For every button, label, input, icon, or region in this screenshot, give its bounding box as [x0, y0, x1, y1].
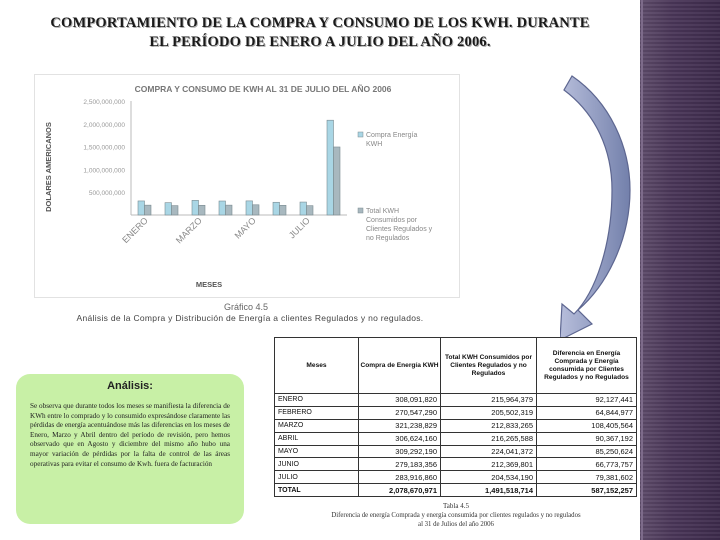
table-row	[275, 471, 637, 484]
table-total-row	[275, 484, 637, 497]
x-tick-label: ENERO	[120, 215, 150, 246]
bar-chart	[35, 75, 459, 297]
cell-diferencia: 85,250,624	[537, 445, 637, 458]
cell-diferencia: 64,844,977	[537, 406, 637, 419]
bar-compra-enero	[138, 201, 145, 215]
bar-compra-marzo	[192, 200, 199, 215]
cell-compra: 279,183,356	[359, 458, 441, 471]
bar-consumo-abril	[226, 205, 233, 215]
bar-consumo-mayo	[253, 205, 260, 215]
analysis-title: Análisis:	[107, 380, 153, 392]
legend-label-compra: Compra Energía KWH	[366, 132, 418, 148]
table-row	[275, 445, 637, 458]
analysis-text: Se observa que durante todos los meses se manifiesta la diferencia de KWh entre lo comprado y lo consumido expresándose claramente las pérdidas de energía acentuándose más las diferencias en los meses de Enero, Marzo y Abril dentro del período de revisión, pero hemos observado que en Agosto y diciembre del mismo año hubo una mayor variación de pérdidas por la falta de control de las áreas operativas para evitar el consumo de Kwh. fuera de facturación	[30, 402, 230, 468]
legend-swatch-compra	[358, 132, 363, 137]
energy-difference-table	[274, 337, 637, 497]
slide-title	[20, 14, 620, 52]
x-tick-label: MAYO	[232, 215, 258, 241]
legend-swatch-consumo	[358, 208, 363, 213]
table-row	[275, 394, 637, 407]
cell-total-label: TOTAL	[275, 484, 359, 497]
bar-compra-febrero	[165, 203, 172, 215]
y-tick-label: 2,000,000,000	[83, 121, 125, 129]
cell-compra: 306,624,160	[359, 432, 441, 445]
header-consumo: Total KWH Consumidos por Clientes Regulados y no Regulados	[441, 338, 537, 394]
cell-mes: JUNIO	[275, 458, 359, 471]
bar-consumo-junio	[280, 205, 287, 215]
curved-arrow-icon	[560, 62, 642, 344]
table-row	[275, 406, 637, 419]
bar-compra-mayo	[246, 201, 253, 215]
bar-consumo-total	[334, 147, 341, 215]
cell-diferencia: 66,773,757	[537, 458, 637, 471]
x-tick-label: JULIO	[286, 215, 312, 241]
cell-consumo: 224,041,372	[441, 445, 537, 458]
y-tick-label: 1,500,000,000	[83, 144, 125, 152]
graph-description-caption: Análisis de la Compra y Distribución de Energía a clientes Regulados y no regulados.	[76, 313, 424, 323]
y-tick-label: 500,000,000	[88, 190, 125, 198]
cell-mes: JULIO	[275, 471, 359, 484]
cell-diferencia: 79,381,602	[537, 471, 637, 484]
y-tick-label: 1,000,000,000	[83, 167, 125, 175]
bar-compra-total	[327, 120, 334, 215]
legend-label-consumo: Total KWH Consumidos por Clientes Regulados y no Regulados	[366, 208, 433, 242]
cell-mes: MAYO	[275, 445, 359, 458]
cell-compra: 309,292,190	[359, 445, 441, 458]
bar-compra-abril	[219, 201, 226, 215]
cell-consumo: 205,502,319	[441, 406, 537, 419]
cell-mes: ENERO	[275, 394, 359, 407]
bar-consumo-marzo	[199, 205, 206, 215]
cell-compra: 308,091,820	[359, 394, 441, 407]
bar-consumo-febrero	[172, 206, 179, 215]
cell-consumo: 204,534,190	[441, 471, 537, 484]
decorative-side-band	[640, 0, 720, 540]
cell-compra: 321,238,829	[359, 419, 441, 432]
graph-number-caption: Gráfico 4.5	[223, 302, 269, 312]
bar-compra-julio	[300, 202, 307, 215]
cell-diferencia: 90,367,192	[537, 432, 637, 445]
x-tick-label: MARZO	[173, 215, 204, 246]
header-meses: Meses	[275, 338, 359, 394]
header-compra: Compra de Energía KWH	[359, 338, 441, 394]
cell-diferencia: 108,405,564	[537, 419, 637, 432]
cell-consumo: 212,833,265	[441, 419, 537, 432]
table-number-caption: Tabla 4.5	[443, 502, 469, 510]
chart-title: COMPRA Y CONSUMO DE KWH AL 31 DE JULIO DEL AÑO 2006	[134, 84, 392, 94]
x-axis-label: MESES	[195, 280, 223, 289]
table-caption-line-1: Diferencia de energía Comprada y energía consumida por clientes regulados y no regulados	[331, 512, 581, 519]
cell-compra: 283,916,860	[359, 471, 441, 484]
slide-title-line-2: EL PERÍODO DE ENERO A JULIO DEL AÑO 2006.	[149, 34, 491, 50]
cell-mes: FEBRERO	[275, 406, 359, 419]
table-row	[275, 458, 637, 471]
chart-container	[34, 74, 460, 298]
cell-total-diferencia: 587,152,257	[537, 484, 637, 497]
y-tick-label: 2,500,000,000	[83, 99, 125, 106]
bar-compra-junio	[273, 202, 280, 215]
curved-arrow-shape	[560, 76, 630, 340]
table-description-caption	[276, 511, 636, 529]
analysis-box	[16, 374, 244, 524]
cell-compra: 270,547,290	[359, 406, 441, 419]
cell-consumo: 212,369,801	[441, 458, 537, 471]
bar-consumo-julio	[307, 206, 314, 215]
cell-total-consumo: 1,491,518,714	[441, 484, 537, 497]
cell-diferencia: 92,127,441	[537, 394, 637, 407]
table-row	[275, 419, 637, 432]
cell-total-compra: 2,078,670,971	[359, 484, 441, 497]
bar-consumo-enero	[145, 205, 152, 215]
cell-mes: ABRIL	[275, 432, 359, 445]
cell-mes: MARZO	[275, 419, 359, 432]
y-axis-label: DOLARES AMERICANOS	[44, 122, 53, 212]
table-header-row	[275, 338, 637, 394]
table-row	[275, 432, 637, 445]
header-diferencia: Diferencia en Energía Comprada y Energía consumida por Clientes Regulados y no Regulados	[537, 338, 637, 394]
slide-title-line-1: COMPORTAMIENTO DE LA COMPRA Y CONSUMO DE LOS KWH. DURANTE	[50, 15, 590, 31]
cell-consumo: 215,964,379	[441, 394, 537, 407]
table-caption-line-2: al 31 de Julios del año 2006	[418, 521, 494, 528]
cell-consumo: 216,265,588	[441, 432, 537, 445]
